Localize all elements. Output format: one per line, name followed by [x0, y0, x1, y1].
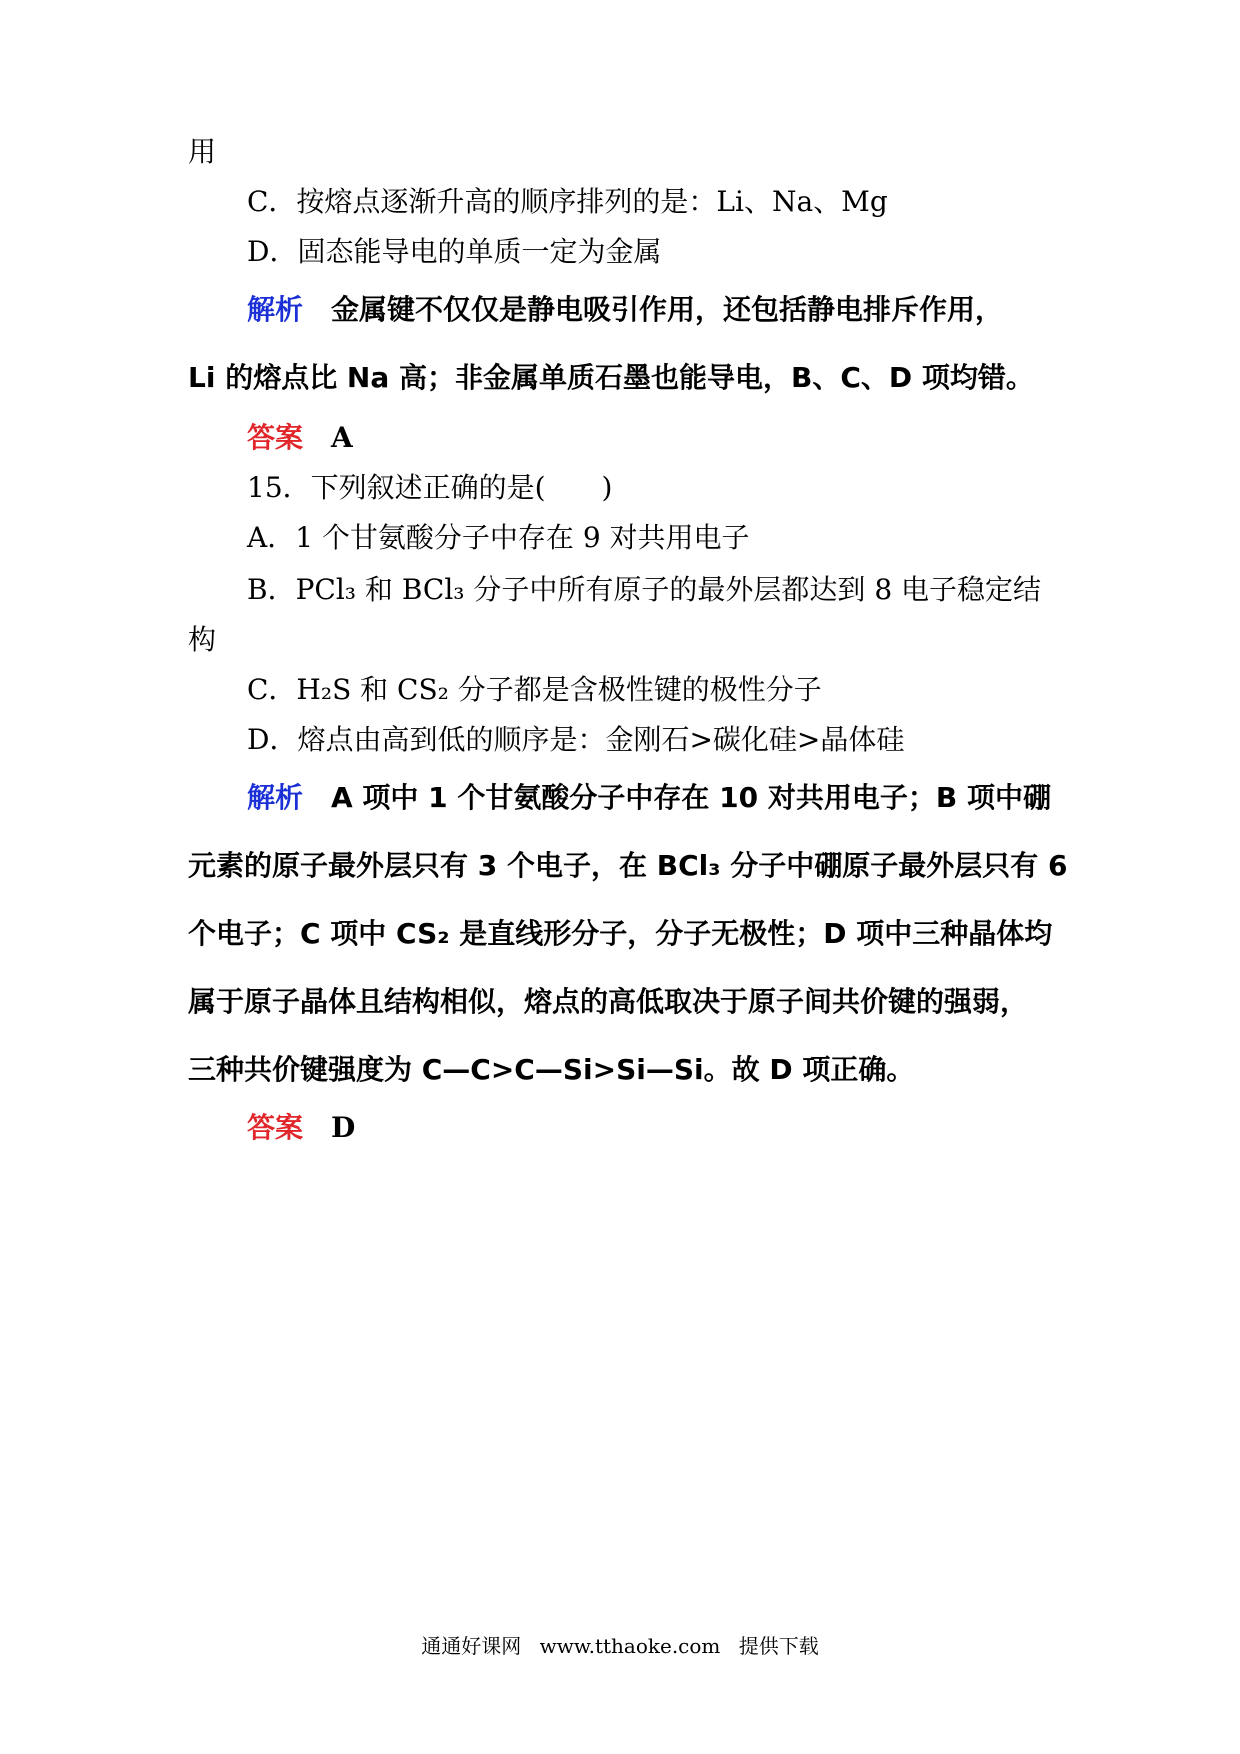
answer-line: [247, 418, 353, 458]
answer-tag: 答案: [247, 1111, 304, 1144]
option-b: B．PCl₃ 和 BCl₃ 分子中所有原子的最外层都达到 8 电子稳定结: [247, 573, 1042, 606]
analysis-line: 三种共价键强度为 C—C>C—Si>Si—Si。故 D 项正确。: [188, 1053, 915, 1086]
analysis-tag: 解析: [247, 781, 304, 814]
analysis-text: 金属键不仅仅是静电吸引作用，还包括静电排斥作用，: [331, 293, 1004, 326]
analysis-line: [247, 778, 1051, 818]
analysis-line: [247, 290, 1003, 330]
text-line: 用: [188, 135, 217, 168]
option-c: C．按熔点逐渐升高的顺序排列的是：Li、Na、Mg: [247, 185, 888, 218]
footer-url[interactable]: www.tthaoke.com: [539, 1634, 721, 1658]
analysis-text: A 项中 1 个甘氨酸分子中存在 10 对共用电子；B 项中硼: [331, 781, 1051, 814]
answer-tag: 答案: [247, 421, 304, 454]
analysis-line: 个电子；C 项中 CS₂ 是直线形分子，分子无极性；D 项中三种晶体均: [188, 917, 1053, 950]
option-d: D．固态能导电的单质一定为金属: [247, 235, 662, 268]
answer-value: D: [331, 1111, 356, 1144]
analysis-line: Li 的熔点比 Na 高；非金属单质石墨也能导电，B、C、D 项均错。: [188, 361, 1034, 394]
text-line: 构: [188, 623, 217, 656]
analysis-line: 属于原子晶体且结构相似，熔点的高低取决于原子间共价键的强弱，: [188, 985, 1029, 1018]
option-d: D．熔点由高到低的顺序是：金刚石>碳化硅>晶体硅: [247, 723, 905, 756]
option-c: C．H₂S 和 CS₂ 分子都是含极性键的极性分子: [247, 673, 822, 706]
footer: [0, 1632, 1240, 1660]
analysis-tag: 解析: [247, 293, 304, 326]
option-a: A．1 个甘氨酸分子中存在 9 对共用电子: [247, 521, 750, 554]
footer-suffix: 提供下载: [738, 1634, 819, 1658]
footer-site-name: 通通好课网: [421, 1634, 522, 1658]
answer-value: A: [331, 421, 353, 454]
question-15: 15．下列叙述正确的是( ): [247, 471, 613, 504]
answer-line: [247, 1108, 355, 1148]
analysis-line: 元素的原子最外层只有 3 个电子，在 BCl₃ 分子中硼原子最外层只有 6: [188, 849, 1068, 882]
